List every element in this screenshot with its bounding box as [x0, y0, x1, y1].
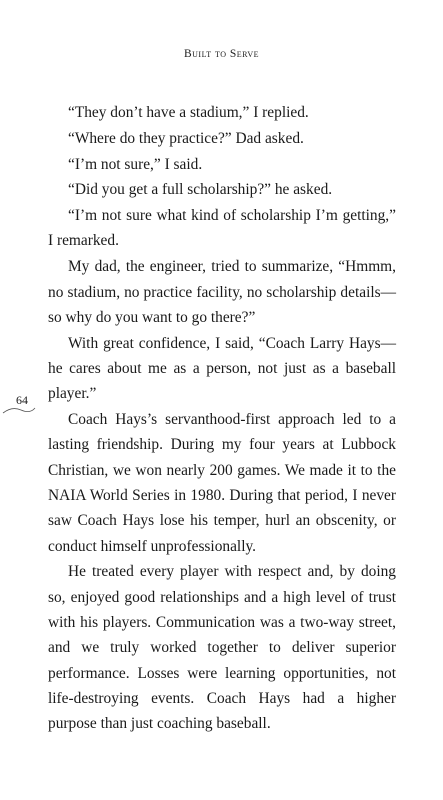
paragraph: He treated every player with respect and, by doing so, enjoyed good relationships and a high level of trust with his players. Communication was a two-way street, and we truly worked together to deliver superior performance. Losses were learning opportunities, not life-destroying events. Coach Hays had a higher purpose than just coaching baseball. [48, 563, 396, 733]
page-flourish-icon [2, 405, 36, 415]
paragraph: “I’m not sure what kind of scholarship I’m getting,” I remarked. [48, 207, 396, 250]
page-number: 64 [16, 393, 28, 407]
paragraph: “They don’t have a stadium,” I replied. [68, 104, 309, 121]
paragraph: With great confidence, I said, “Coach Larry Hays—he cares about me as a person, not just as a baseball player.” [48, 334, 396, 403]
running-head: Built to Serve [183, 48, 260, 60]
paragraph: “Where do they practice?” Dad asked. [68, 129, 304, 147]
paragraph: Coach Hays’s servanthood-first approach led to a lasting friendship. During my four years at Lubbock Christian, we won nearly 200 games. We made it to the NAIA World Series in 1980. During that period, I never saw Coach Hays lose his temper, hurl an obscenity, or conduct himself unprofessionally. [48, 411, 396, 555]
paragraph: “I’m not sure,” I said. [68, 155, 203, 173]
paragraph: “Did you get a full scholarship?” he asked. [68, 181, 333, 199]
paragraph: My dad, the engineer, tried to summarize, “Hmmm, no stadium, no practice facility, no scholarship details—so why do you want to go there?” [48, 258, 396, 326]
body-text [48, 100, 396, 736]
